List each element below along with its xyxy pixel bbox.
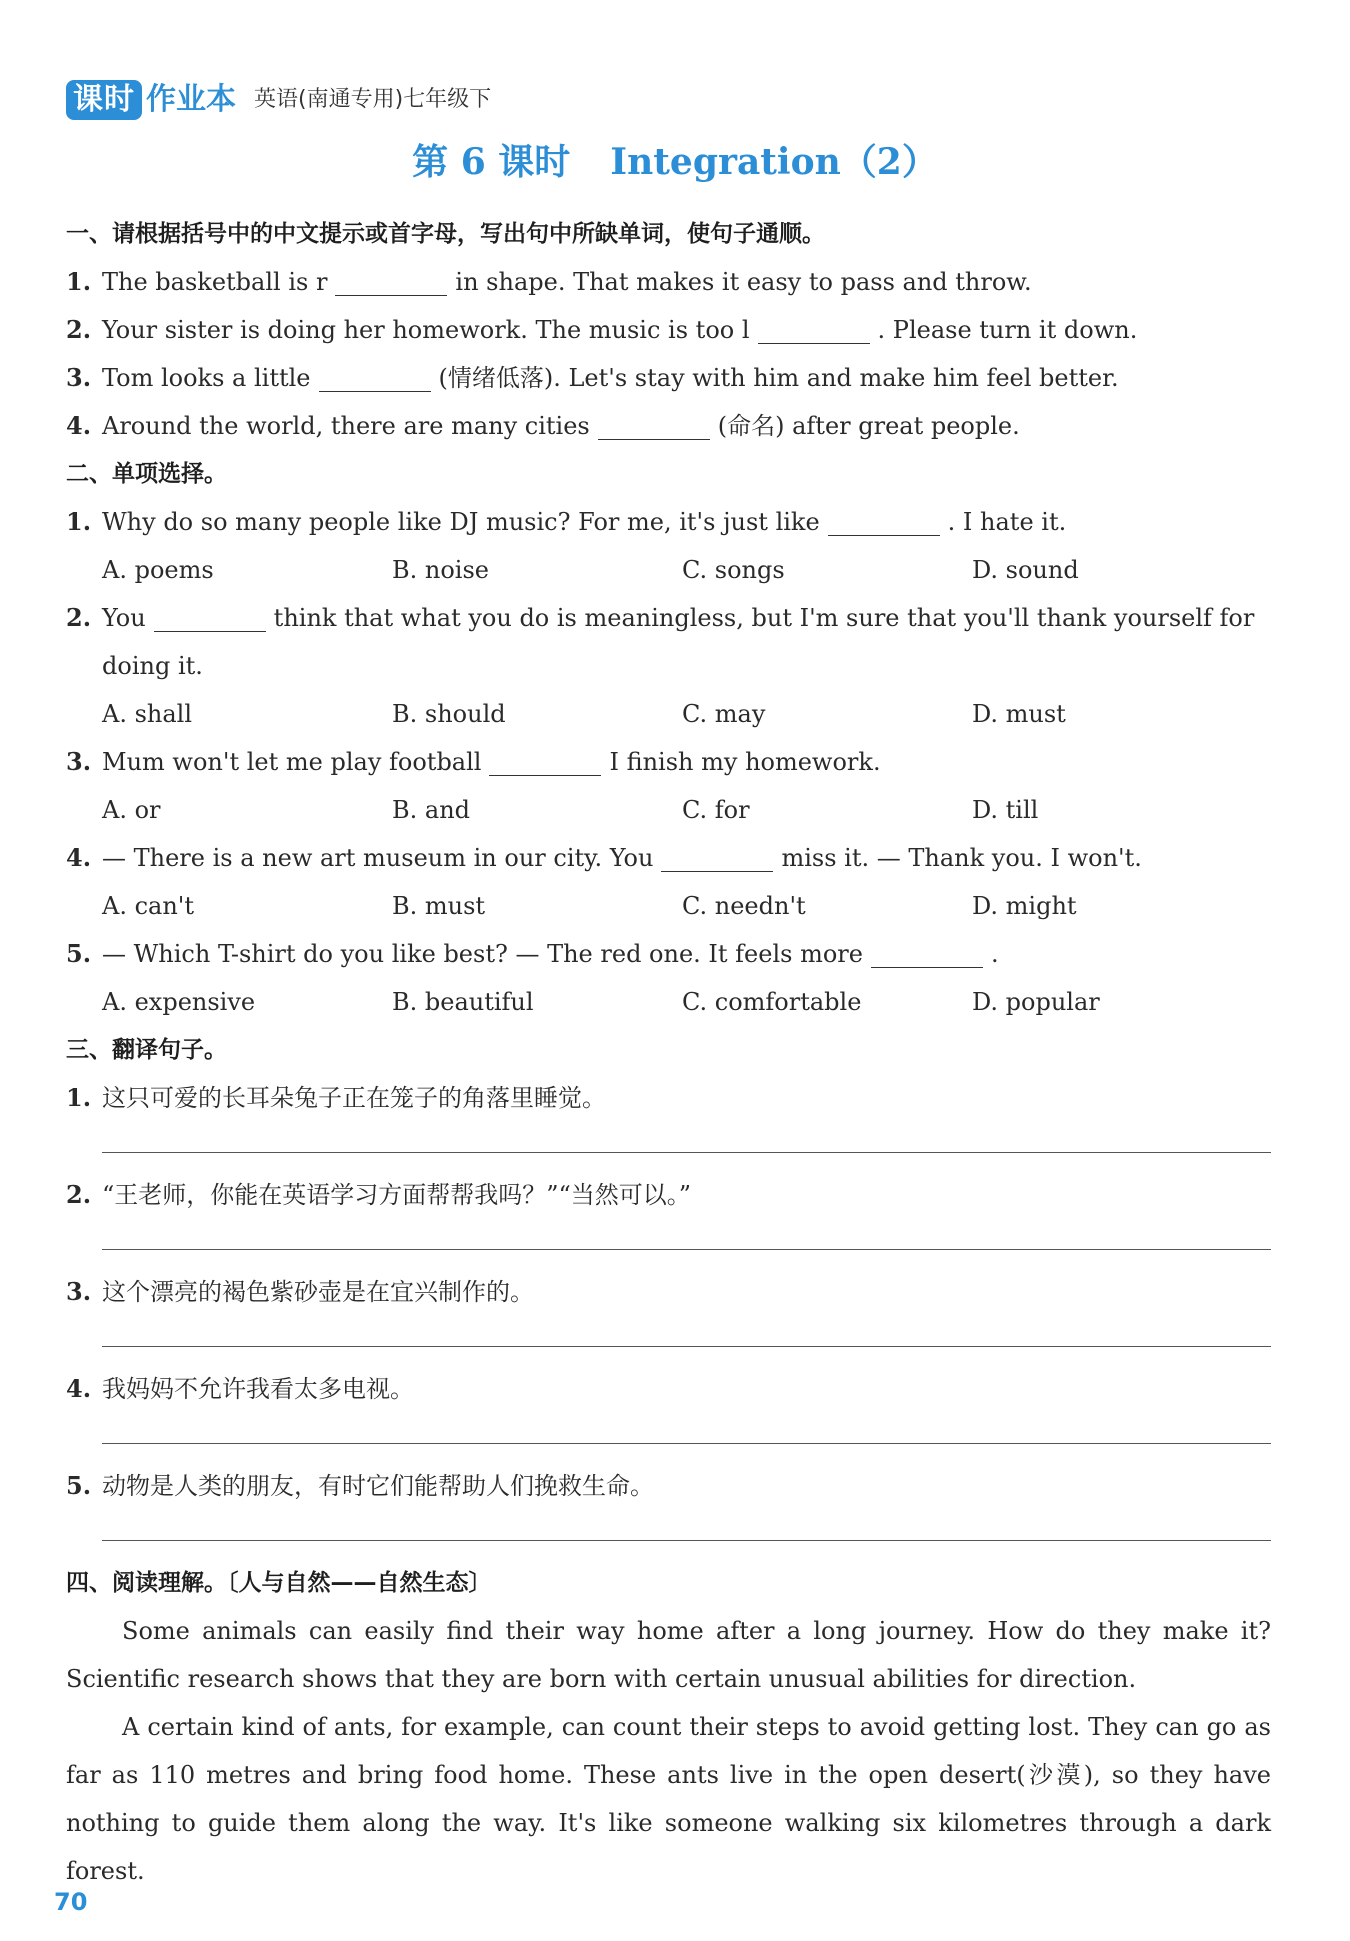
lesson-title bbox=[0, 135, 1350, 189]
answer-blank[interactable] bbox=[598, 413, 710, 440]
option-c[interactable]: C. comfortable bbox=[682, 988, 862, 1016]
question-text-before: Why do so many people like DJ music? For me, it's just like bbox=[102, 508, 820, 536]
option-d[interactable]: D. must bbox=[972, 700, 1066, 728]
answer-blank[interactable] bbox=[871, 941, 983, 968]
s2-q5-options bbox=[66, 978, 1271, 1026]
s1-question-3 bbox=[66, 354, 1271, 402]
question-text-before: Your sister is doing her homework. The music is too l bbox=[102, 316, 750, 344]
question-number: 1. bbox=[66, 267, 92, 296]
option-a[interactable]: A. can't bbox=[102, 892, 195, 920]
answer-line[interactable] bbox=[102, 1413, 1271, 1444]
question-text-after: . I hate it. bbox=[947, 508, 1067, 536]
question-text-continued: doing it. bbox=[102, 652, 203, 680]
answer-blank[interactable] bbox=[489, 749, 601, 776]
question-number: 2. bbox=[66, 1180, 92, 1209]
answer-line[interactable] bbox=[102, 1219, 1271, 1250]
worksheet-content bbox=[66, 210, 1271, 1895]
answer-blank[interactable] bbox=[828, 509, 940, 536]
lesson-title-cn: 第 6 课时 bbox=[412, 141, 571, 183]
option-d[interactable]: D. till bbox=[972, 796, 1039, 824]
s2-q1-options bbox=[66, 546, 1271, 594]
subject-label: 英语(南通专用)七年级下 bbox=[254, 87, 492, 112]
option-c[interactable]: C. for bbox=[682, 796, 750, 824]
question-text-after: . Please turn it down. bbox=[877, 316, 1138, 344]
question-number: 1. bbox=[66, 1083, 92, 1112]
section-2-title: 二、单项选择。 bbox=[66, 461, 227, 487]
answer-blank[interactable] bbox=[335, 269, 447, 296]
question-text-after: think that what you do is meaningless, but I'm sure that you'll thank yourself for bbox=[273, 604, 1255, 632]
question-text-before: — There is a new art museum in our city. You bbox=[102, 844, 654, 872]
s3-question-4 bbox=[66, 1365, 1271, 1413]
question-text-before: The basketball is r bbox=[102, 268, 328, 296]
question-number: 3. bbox=[66, 363, 92, 392]
question-text-after: (情绪低落). Let's stay with him and make him feel better. bbox=[438, 364, 1119, 392]
question-text: “王老师，你能在英语学习方面帮帮我吗？”“当然可以。” bbox=[102, 1181, 692, 1209]
brand-name: 作业本 bbox=[146, 82, 236, 117]
s1-question-4 bbox=[66, 402, 1271, 450]
answer-blank[interactable] bbox=[758, 317, 870, 344]
brand-logo-box: 课时 bbox=[66, 80, 142, 120]
option-c[interactable]: C. needn't bbox=[682, 892, 806, 920]
question-text-after: . bbox=[990, 940, 999, 968]
section-1-title: 一、请根据括号中的中文提示或首字母，写出句中所缺单词，使句子通顺。 bbox=[66, 221, 825, 247]
option-a[interactable]: A. or bbox=[102, 796, 161, 824]
question-number: 5. bbox=[66, 939, 92, 968]
option-d[interactable]: D. popular bbox=[972, 988, 1100, 1016]
question-number: 2. bbox=[66, 315, 92, 344]
s2-question-2 bbox=[66, 594, 1271, 642]
page-number: 70 bbox=[54, 1888, 88, 1916]
s3-question-1 bbox=[66, 1074, 1271, 1122]
question-number: 4. bbox=[66, 411, 92, 440]
option-a[interactable]: A. poems bbox=[102, 556, 214, 584]
s1-question-1 bbox=[66, 258, 1271, 306]
question-text-before: You bbox=[102, 604, 146, 632]
question-text-after: I finish my homework. bbox=[609, 748, 881, 776]
header bbox=[66, 74, 491, 120]
question-text: 我妈妈不允许我看太多电视。 bbox=[102, 1375, 414, 1403]
answer-line[interactable] bbox=[102, 1122, 1271, 1153]
option-b[interactable]: B. and bbox=[392, 796, 471, 824]
option-b[interactable]: B. should bbox=[392, 700, 506, 728]
answer-blank[interactable] bbox=[319, 365, 431, 392]
s2-question-4 bbox=[66, 834, 1271, 882]
s2-question-1 bbox=[66, 498, 1271, 546]
question-text-before: Mum won't let me play football bbox=[102, 748, 482, 776]
question-number: 5. bbox=[66, 1471, 92, 1500]
s1-question-2 bbox=[66, 306, 1271, 354]
s3-question-3 bbox=[66, 1268, 1271, 1316]
question-number: 2. bbox=[66, 603, 92, 632]
question-text-before: Around the world, there are many cities bbox=[102, 412, 590, 440]
s3-question-2 bbox=[66, 1171, 1271, 1219]
question-text-after: in shape. That makes it easy to pass and throw. bbox=[455, 268, 1032, 296]
s2-q3-options bbox=[66, 786, 1271, 834]
s2-q2-options bbox=[66, 690, 1271, 738]
answer-line[interactable] bbox=[102, 1510, 1271, 1541]
s2-question-3 bbox=[66, 738, 1271, 786]
option-b[interactable]: B. noise bbox=[392, 556, 489, 584]
option-c[interactable]: C. songs bbox=[682, 556, 785, 584]
s2-question-5 bbox=[66, 930, 1271, 978]
question-number: 4. bbox=[66, 1374, 92, 1403]
option-d[interactable]: D. sound bbox=[972, 556, 1079, 584]
s3-question-5 bbox=[66, 1462, 1271, 1510]
answer-blank[interactable] bbox=[661, 845, 773, 872]
option-d[interactable]: D. might bbox=[972, 892, 1077, 920]
question-number: 3. bbox=[66, 1277, 92, 1306]
section-4-title: 四、阅读理解。〔人与自然——自然生态〕 bbox=[66, 1570, 492, 1596]
lesson-title-en: Integration（2） bbox=[610, 141, 938, 183]
option-b[interactable]: B. beautiful bbox=[392, 988, 534, 1016]
answer-line[interactable] bbox=[102, 1316, 1271, 1347]
option-a[interactable]: A. shall bbox=[102, 700, 193, 728]
option-a[interactable]: A. expensive bbox=[102, 988, 256, 1016]
question-number: 4. bbox=[66, 843, 92, 872]
question-text: 这只可爱的长耳朵兔子正在笼子的角落里睡觉。 bbox=[102, 1084, 606, 1112]
question-number: 3. bbox=[66, 747, 92, 776]
question-text: 这个漂亮的褐色紫砂壶是在宜兴制作的。 bbox=[102, 1278, 534, 1306]
question-text-before: — Which T-shirt do you like best? — The red one. It feels more bbox=[102, 940, 863, 968]
question-text: 动物是人类的朋友，有时它们能帮助人们挽救生命。 bbox=[102, 1472, 654, 1500]
question-number: 1. bbox=[66, 507, 92, 536]
s2-q4-options bbox=[66, 882, 1271, 930]
option-b[interactable]: B. must bbox=[392, 892, 486, 920]
section-3-title: 三、翻译句子。 bbox=[66, 1037, 227, 1063]
option-c[interactable]: C. may bbox=[682, 700, 766, 728]
answer-blank[interactable] bbox=[154, 605, 266, 632]
reading-paragraph-2: A certain kind of ants, for example, can count their steps to avoid getting lost. They can go as far as 110 metres and bring food home. These ants live in the open desert(沙漠), so they have nothing to guide them along the way. It's like someone walking six kilometres through a dark forest. bbox=[66, 1713, 1271, 1885]
question-text-after: (命名) after great people. bbox=[717, 412, 1020, 440]
reading-paragraph-1: Some animals can easily find their way home after a long journey. How do they make it? Scientific research shows that they are born with certain unusual abilities for direction. bbox=[66, 1617, 1271, 1693]
question-text-after: miss it. — Thank you. I won't. bbox=[781, 844, 1142, 872]
question-text-before: Tom looks a little bbox=[102, 364, 311, 392]
